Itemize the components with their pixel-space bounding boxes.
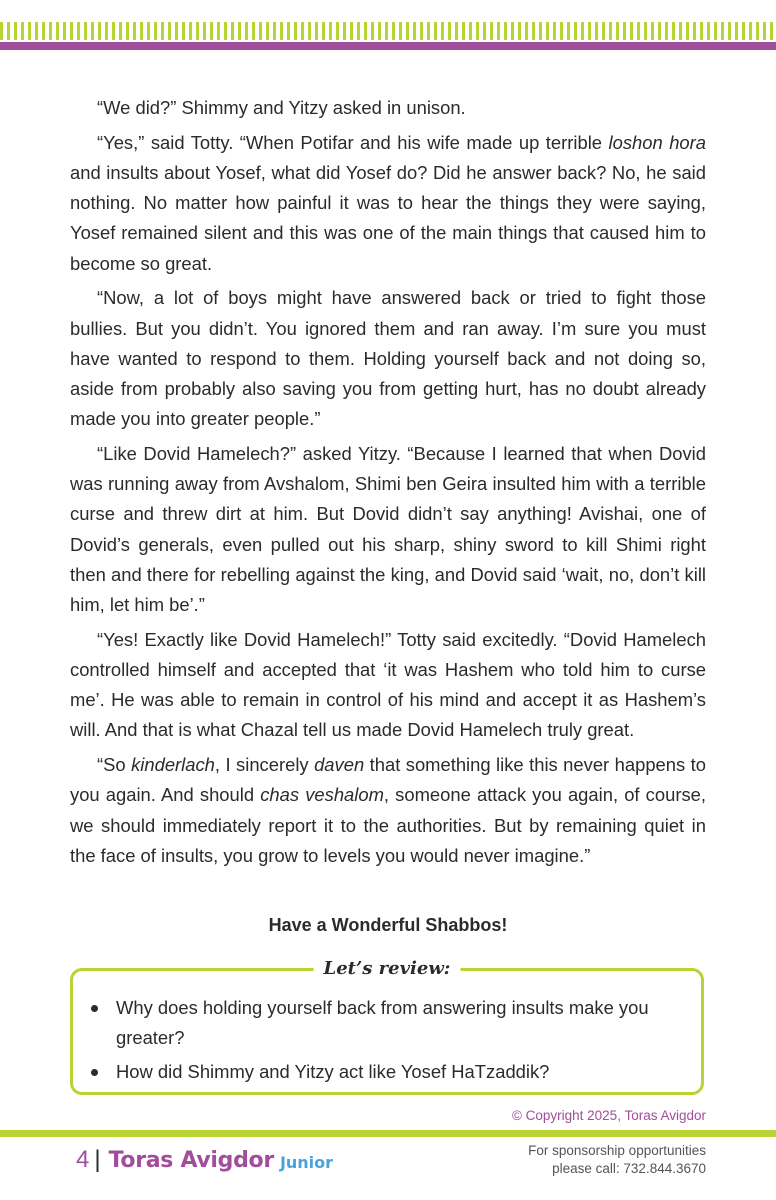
bottom-color-band xyxy=(0,1130,776,1137)
italic-term: loshon hora xyxy=(608,131,706,153)
footer-separator: | xyxy=(94,1146,101,1173)
paragraph-text: “We did?” Shimmy and Yitzy asked in unison. xyxy=(97,97,466,118)
page-number: 4 xyxy=(76,1146,90,1173)
story-paragraph xyxy=(70,439,706,620)
paragraph-text: that something like this never happens to you again. And should xyxy=(70,754,706,806)
story-paragraph xyxy=(70,93,706,123)
paragraph-text: “So xyxy=(97,754,132,776)
copyright-notice: © Copyright 2025, Toras Avigdor xyxy=(511,1108,706,1123)
paragraph-text: , someone attack you again, of course, we should immediately report it to the authorities. But by remaining quiet in the face of insults, you grow to levels you would never imagine.” xyxy=(70,784,706,866)
italic-term: kinderlach xyxy=(131,754,215,776)
paragraph-text: and insults about Yosef, what did Yosef do? Did he answer back? No, he said nothing. No matter how painful it was to hear the things they were saying, Yosef remained silent and this was one of the main things that caused him to become so great. xyxy=(70,162,706,274)
brand-logo-text: Toras Avigdor xyxy=(108,1147,274,1173)
story-paragraph xyxy=(70,625,706,746)
sponsorship-line: For sponsorship opportunities xyxy=(528,1143,706,1158)
bullet-icon xyxy=(91,1069,98,1076)
sponsorship-phone: please call: 732.844.3670 xyxy=(552,1161,706,1176)
paragraph-text: “Now, a lot of boys might have answered back or tried to fight those bullies. But you didn’t. You ignored them and ran away. I’m sure you must have wanted to respond to them. Holding yourself back and not doing so, aside from probably also saving you from getting hurt, has no doubt already made you into greater people.” xyxy=(70,287,706,430)
review-title: Let’s review: xyxy=(314,956,461,982)
italic-term: chas veshalom xyxy=(260,784,384,806)
brand-logo-subtitle: Junior xyxy=(279,1152,334,1172)
top-stripe-decoration xyxy=(0,22,776,40)
story-text xyxy=(70,93,706,876)
footer-branding xyxy=(76,1143,333,1177)
paragraph-text: “Yes,” said Totty. “When Potifar and his wife made up terrible xyxy=(97,131,609,153)
review-question-text: Why does holding yourself back from answering insults make you greater? xyxy=(116,997,649,1048)
story-paragraph xyxy=(70,750,706,871)
italic-term: daven xyxy=(314,754,365,776)
paragraph-text: “Like Dovid Hamelech?” asked Yitzy. “Because I learned that when Dovid was running away from Avshalom, Shimi ben Geira insulted him with a terrible curse and threw dirt at him. But Dovid didn’t say anything! Avishai, one of Dovid’s generals, even pulled out his sharp, shiny sword to kill Shimi right then and there for rebelling against the king, and Dovid said ‘wait, no, don’t kill him, let him be’.” xyxy=(70,443,706,616)
bullet-icon xyxy=(91,1005,98,1012)
review-question xyxy=(87,1057,692,1087)
review-list xyxy=(87,993,692,1091)
paragraph-text: “Yes! Exactly like Dovid Hamelech!” Totty said excitedly. “Dovid Hamelech controlled himself and accepted that ‘it was Hashem who told him to curse me’. He was able to remain in control of his mind and accept it as Hashem’s will. And that is what Chazal tell us made Dovid Hamelech truly great. xyxy=(70,628,706,741)
review-question xyxy=(87,993,692,1053)
review-box xyxy=(70,958,704,1095)
story-paragraph xyxy=(70,283,706,434)
review-question-text: How did Shimmy and Yitzy act like Yosef HaTzaddik? xyxy=(116,1061,550,1082)
top-color-band xyxy=(0,42,776,50)
sponsorship-info xyxy=(528,1142,706,1178)
closing-line: Have a Wonderful Shabbos! xyxy=(268,915,508,935)
paragraph-text: , I sincerely xyxy=(214,754,315,776)
story-paragraph xyxy=(70,128,706,279)
